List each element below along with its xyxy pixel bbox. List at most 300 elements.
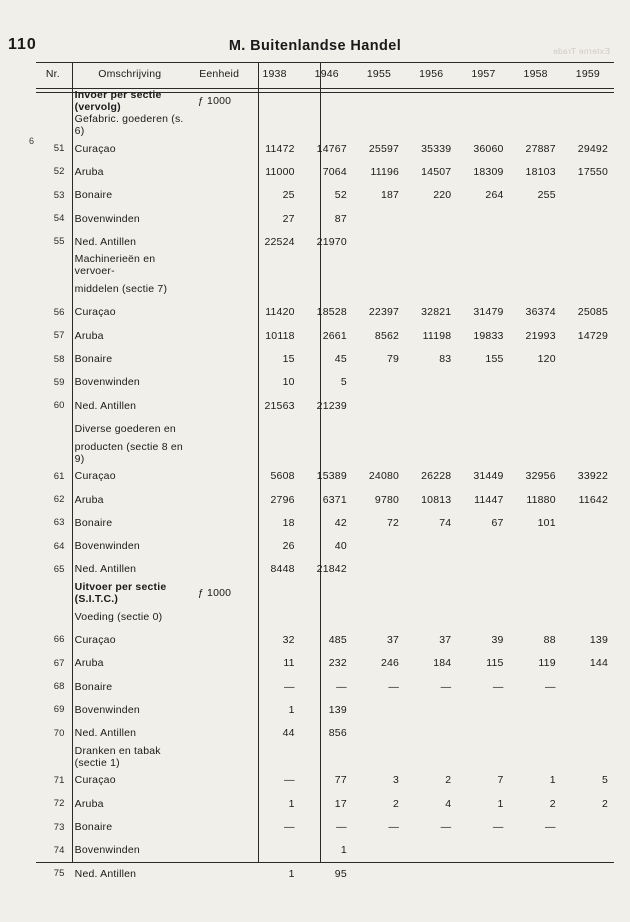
row-value-1946: 18528 (316, 306, 347, 319)
row-number (36, 441, 70, 465)
row-number: 53 (53, 189, 65, 201)
row-value-1955 (353, 581, 405, 605)
table-row (36, 605, 614, 628)
row-value-1959 (562, 207, 614, 230)
row-value-1956 (405, 113, 457, 137)
row-value-1938 (248, 89, 300, 114)
row-value-1957: 19833 (473, 329, 504, 342)
row-unit (190, 347, 249, 370)
margin-mark (4, 200, 38, 223)
row-unit (190, 839, 249, 862)
row-description: Aruba (74, 797, 104, 810)
row-value-1958: 101 (537, 516, 556, 529)
table-row (36, 230, 614, 253)
row-value-1959 (562, 862, 614, 885)
row-value-1956 (405, 862, 457, 885)
row-value-1938: 1 (288, 797, 295, 810)
row-value-1958 (510, 605, 562, 628)
margin-mark (4, 270, 38, 293)
row-value-1959: 29492 (577, 142, 608, 155)
row-value-1955: 72 (387, 516, 400, 529)
row-number: 62 (53, 494, 65, 505)
row-value-1959 (562, 277, 614, 300)
row-description: Ned. Antillen (74, 727, 137, 740)
row-value-1946: 2661 (322, 329, 347, 342)
page-number: 110 (8, 36, 37, 53)
row-description: Bonaire (74, 353, 113, 366)
row-value-1938 (248, 581, 300, 605)
row-unit (190, 815, 249, 838)
table-row (36, 628, 614, 651)
row-value-1959 (562, 371, 614, 394)
row-description: Uitvoer per sectie (S.I.T.C.) (74, 581, 167, 606)
row-value-1956: — (440, 821, 452, 834)
row-value-1955: 37 (387, 633, 400, 646)
statistics-table (36, 62, 614, 885)
row-value-1946 (301, 253, 353, 277)
row-number: 57 (53, 330, 65, 342)
row-number (36, 745, 70, 769)
row-value-1938: 8448 (270, 563, 295, 576)
header-nr: Nr. (36, 63, 70, 89)
row-value-1959 (562, 722, 614, 745)
header-year-1957: 1957 (457, 63, 509, 89)
row-unit (190, 137, 249, 160)
row-value-1956 (405, 277, 457, 300)
row-value-1959 (562, 230, 614, 253)
row-value-1955: 11196 (370, 165, 400, 178)
row-value-1938: 11420 (265, 306, 295, 319)
margin-mark (4, 176, 38, 199)
row-value-1957: 11447 (474, 493, 504, 506)
row-value-1957: 264 (485, 189, 504, 202)
row-value-1957 (457, 441, 509, 465)
row-value-1938: 11000 (265, 165, 295, 178)
row-value-1938: 5608 (270, 470, 295, 483)
row-value-1958 (510, 371, 562, 394)
row-value-1958 (510, 722, 562, 745)
row-description: Curaçao (74, 142, 116, 155)
row-value-1956: 35339 (421, 142, 452, 155)
row-description: Aruba (74, 493, 104, 506)
row-description: Bovenwinden (74, 703, 140, 716)
row-value-1946: 485 (328, 633, 347, 646)
row-value-1957: 1 (497, 797, 504, 810)
row-value-1957 (457, 113, 509, 137)
row-value-1959 (562, 417, 614, 440)
row-description: Ned. Antillen (74, 867, 137, 880)
row-unit: ƒ 1000 (197, 95, 232, 107)
row-value-1958: 21993 (525, 329, 556, 342)
row-value-1955: — (388, 821, 400, 834)
row-value-1958 (510, 253, 562, 277)
row-value-1958 (510, 230, 562, 253)
row-description: Diverse goederen en (74, 422, 176, 435)
statistics-table-wrapper (36, 62, 614, 880)
table-row (36, 558, 614, 581)
row-number: 55 (53, 236, 65, 248)
table-row (36, 511, 614, 534)
table-row (36, 417, 614, 440)
row-value-1955 (353, 277, 405, 300)
bleed-line: Externe Trade (552, 46, 610, 56)
row-value-1956: 83 (439, 353, 452, 366)
row-unit (190, 769, 249, 792)
row-value-1957: 67 (491, 516, 504, 529)
table-row (36, 839, 614, 862)
row-unit (190, 184, 249, 207)
row-value-1959: 17550 (577, 165, 608, 178)
row-value-1946: 45 (334, 353, 347, 366)
row-value-1956 (405, 839, 457, 862)
row-value-1938: 10 (282, 376, 295, 389)
row-value-1958 (510, 558, 562, 581)
header-description: Omschrijving (70, 63, 190, 89)
margin-mark (4, 363, 38, 386)
row-number: 59 (53, 376, 65, 388)
row-value-1955: — (388, 680, 400, 693)
margin-mark (4, 526, 38, 549)
row-unit (190, 230, 249, 253)
row-value-1946 (301, 605, 353, 628)
row-value-1959 (562, 113, 614, 137)
row-description: Ned. Antillen (74, 563, 137, 576)
row-value-1938 (248, 839, 300, 862)
row-value-1946: 52 (334, 189, 347, 202)
row-value-1956 (405, 605, 457, 628)
row-value-1957: 31479 (473, 306, 504, 319)
row-value-1956 (405, 371, 457, 394)
row-value-1957 (457, 230, 509, 253)
row-value-1959 (562, 558, 614, 581)
row-value-1959 (562, 253, 614, 277)
row-description: Gefabric. goederen (s. 6) (74, 113, 184, 137)
table-row (36, 581, 614, 605)
header-unit: Eenheid (190, 63, 249, 89)
row-unit (190, 324, 249, 347)
row-number: 61 (53, 470, 65, 482)
row-number: 75 (53, 868, 65, 880)
row-number: 73 (53, 821, 65, 833)
row-description: Bovenwinden (74, 844, 140, 857)
row-description: Bovenwinden (74, 376, 140, 389)
row-unit (190, 301, 249, 324)
margin-mark (4, 712, 38, 735)
table-row (36, 815, 614, 838)
row-description: Ned. Antillen (74, 399, 137, 412)
row-value-1959: 25085 (577, 306, 608, 319)
table-row (36, 394, 614, 417)
row-value-1955: 8562 (374, 329, 400, 342)
row-value-1958 (510, 441, 562, 465)
row-number (36, 277, 70, 300)
row-value-1957: 155 (485, 353, 504, 366)
table-row (36, 534, 614, 557)
table-row (36, 698, 614, 721)
row-description: Curaçao (74, 470, 116, 483)
margin-mark (4, 666, 38, 689)
row-value-1955: 3 (393, 774, 400, 787)
row-number: 67 (53, 657, 65, 669)
row-value-1957 (457, 207, 509, 230)
row-unit (190, 253, 249, 277)
row-value-1946 (301, 89, 353, 114)
row-value-1959 (562, 745, 614, 769)
row-value-1957 (457, 862, 509, 885)
row-value-1956: 10813 (421, 493, 452, 506)
row-number: 71 (53, 774, 65, 786)
row-description: Bonaire (74, 821, 113, 834)
row-value-1957: — (492, 821, 504, 834)
table-row (36, 113, 614, 137)
row-unit: ƒ 1000 (197, 587, 232, 600)
row-unit (190, 441, 249, 465)
margin-mark (4, 479, 38, 502)
row-value-1956: 26228 (421, 470, 452, 483)
row-value-1955: 79 (387, 353, 400, 366)
margin-mark: 6 (28, 135, 34, 146)
row-number: 54 (53, 213, 65, 225)
row-value-1955 (353, 230, 405, 253)
row-number (36, 89, 70, 114)
row-value-1959 (562, 675, 614, 698)
row-value-1946: 17 (334, 797, 347, 810)
row-value-1938 (248, 605, 300, 628)
table-head (36, 63, 614, 89)
row-value-1938 (248, 417, 300, 440)
table-row (36, 160, 614, 183)
row-value-1946: 6371 (322, 493, 347, 506)
row-value-1958: 18103 (525, 165, 556, 178)
margin-mark (4, 549, 38, 572)
row-value-1959: 5 (601, 774, 608, 787)
row-unit (190, 558, 249, 581)
row-value-1956 (405, 534, 457, 557)
row-value-1958 (510, 277, 562, 300)
row-number: 60 (53, 400, 65, 412)
row-value-1957: 39 (491, 633, 504, 646)
row-value-1946: 87 (334, 212, 347, 225)
row-value-1956: 184 (433, 657, 452, 670)
table-row (36, 441, 614, 465)
row-value-1958: 36374 (525, 306, 556, 319)
row-value-1957: 115 (486, 657, 504, 670)
margin-mark (4, 340, 38, 363)
row-value-1946 (301, 581, 353, 605)
row-value-1938: — (283, 774, 295, 787)
row-unit (190, 628, 249, 651)
row-number: 66 (53, 634, 65, 646)
row-value-1955: 9780 (374, 493, 400, 506)
row-number: 56 (53, 306, 65, 318)
row-value-1958 (510, 745, 562, 769)
row-value-1955 (353, 371, 405, 394)
row-value-1959: 11642 (578, 493, 608, 506)
row-description: Bonaire (74, 680, 113, 693)
table-row (36, 277, 614, 300)
row-value-1946: 5 (340, 376, 347, 389)
row-value-1938: 27 (282, 212, 295, 225)
row-value-1955 (353, 862, 405, 885)
row-value-1959 (562, 394, 614, 417)
row-value-1938: 32 (282, 633, 295, 646)
margin-mark (4, 223, 38, 246)
row-description: Bonaire (74, 189, 113, 202)
row-value-1958: 32956 (525, 470, 556, 483)
margin-mark (4, 386, 38, 409)
margin-mark (4, 806, 38, 829)
row-value-1938: 1 (288, 867, 295, 880)
row-value-1957 (457, 89, 509, 114)
row-description: Ned. Antillen (74, 235, 137, 248)
header-row (36, 63, 614, 89)
row-value-1938 (248, 253, 300, 277)
margin-mark (4, 456, 38, 479)
row-value-1938: 15 (282, 353, 295, 366)
row-value-1956 (405, 722, 457, 745)
row-value-1957: 36060 (473, 142, 504, 155)
row-value-1946: — (336, 680, 347, 693)
row-number: 68 (53, 681, 65, 693)
row-number: 52 (53, 166, 65, 178)
row-value-1955 (353, 89, 405, 114)
row-value-1938: 44 (282, 727, 295, 740)
row-unit (190, 792, 249, 815)
row-value-1958 (510, 534, 562, 557)
table-row (36, 465, 614, 488)
row-value-1946: 232 (328, 657, 347, 670)
row-description: Curaçao (74, 633, 116, 646)
header-year-1955: 1955 (353, 63, 405, 89)
row-description: Aruba (74, 165, 104, 178)
row-value-1957 (457, 605, 509, 628)
row-value-1946 (301, 417, 353, 440)
margin-mark (4, 107, 38, 130)
table-row (36, 488, 614, 511)
row-value-1957 (457, 371, 509, 394)
row-value-1956: 74 (439, 516, 452, 529)
row-value-1938 (248, 441, 300, 465)
row-number: 65 (53, 563, 65, 575)
row-number: 63 (53, 517, 65, 529)
row-value-1956 (405, 253, 457, 277)
row-value-1955: 2 (393, 797, 400, 810)
row-value-1955 (353, 417, 405, 440)
row-value-1946: 95 (334, 867, 347, 880)
row-value-1958: 255 (537, 189, 556, 202)
row-value-1956 (405, 558, 457, 581)
row-value-1938: 11 (283, 657, 295, 670)
row-value-1959 (562, 815, 614, 838)
row-value-1957: — (492, 680, 504, 693)
row-value-1946: 21842 (316, 563, 347, 576)
row-value-1955 (353, 839, 405, 862)
margin-mark (4, 246, 38, 269)
row-value-1938: 11472 (265, 142, 295, 155)
row-description: Bovenwinden (74, 540, 140, 553)
row-value-1938: 2796 (270, 493, 295, 506)
row-number (36, 417, 70, 440)
row-description: Bonaire (74, 516, 113, 529)
margin-marks (4, 60, 38, 829)
row-value-1958 (510, 89, 562, 114)
table-row (36, 862, 614, 885)
table-row (36, 253, 614, 277)
row-value-1958 (510, 581, 562, 605)
row-unit (190, 862, 249, 885)
row-value-1958: 11880 (526, 493, 556, 506)
row-description: middelen (sectie 7) (74, 283, 168, 296)
row-value-1959: 139 (589, 633, 608, 646)
row-value-1959 (562, 839, 614, 862)
row-value-1955: 187 (380, 189, 400, 202)
row-value-1938: 10118 (265, 329, 295, 342)
row-unit (190, 160, 249, 183)
row-value-1957 (457, 558, 509, 581)
row-value-1958: 88 (543, 633, 556, 646)
row-value-1955: 24080 (368, 470, 400, 483)
row-value-1938 (248, 113, 300, 137)
row-number: 51 (53, 143, 65, 155)
row-value-1946: 7064 (322, 165, 347, 178)
margin-mark (4, 619, 38, 642)
row-value-1938 (248, 745, 300, 769)
row-value-1946 (301, 745, 353, 769)
row-unit (190, 652, 249, 675)
table-row (36, 769, 614, 792)
row-unit (190, 605, 249, 628)
row-value-1946: 77 (334, 774, 347, 787)
row-unit (190, 511, 249, 534)
row-value-1938: 18 (282, 516, 295, 529)
row-value-1956: 220 (433, 189, 452, 202)
row-description: producten (sectie 8 en 9) (74, 440, 183, 465)
row-number (36, 113, 70, 137)
row-value-1955 (353, 113, 405, 137)
row-value-1958: 120 (537, 353, 556, 366)
row-value-1955 (353, 558, 405, 581)
row-number: 74 (53, 844, 65, 856)
row-unit (190, 534, 249, 557)
row-value-1955 (353, 605, 405, 628)
row-number (36, 253, 70, 277)
row-description: Dranken en tabak (sectie 1) (74, 744, 161, 769)
margin-mark (4, 596, 38, 619)
page-title: M. Buitenlandse Handel (228, 38, 402, 54)
row-value-1958 (510, 394, 562, 417)
row-unit (190, 745, 249, 769)
header-year-1959: 1959 (562, 63, 614, 89)
margin-mark (4, 782, 38, 805)
row-value-1956 (405, 745, 457, 769)
row-unit (190, 698, 249, 721)
row-value-1946: 15389 (316, 470, 347, 483)
row-value-1955 (353, 207, 405, 230)
row-unit (190, 394, 249, 417)
row-value-1938: 26 (282, 540, 295, 553)
row-value-1957 (457, 581, 509, 605)
row-description: Voeding (sectie 0) (74, 610, 163, 623)
row-value-1938: 1 (288, 703, 295, 716)
row-value-1946: 21970 (316, 235, 347, 248)
row-unit (190, 465, 249, 488)
table-row (36, 324, 614, 347)
row-value-1956: 14507 (421, 165, 452, 178)
table-row (36, 207, 614, 230)
row-value-1959 (562, 605, 614, 628)
row-value-1958 (510, 839, 562, 862)
row-value-1959 (562, 534, 614, 557)
